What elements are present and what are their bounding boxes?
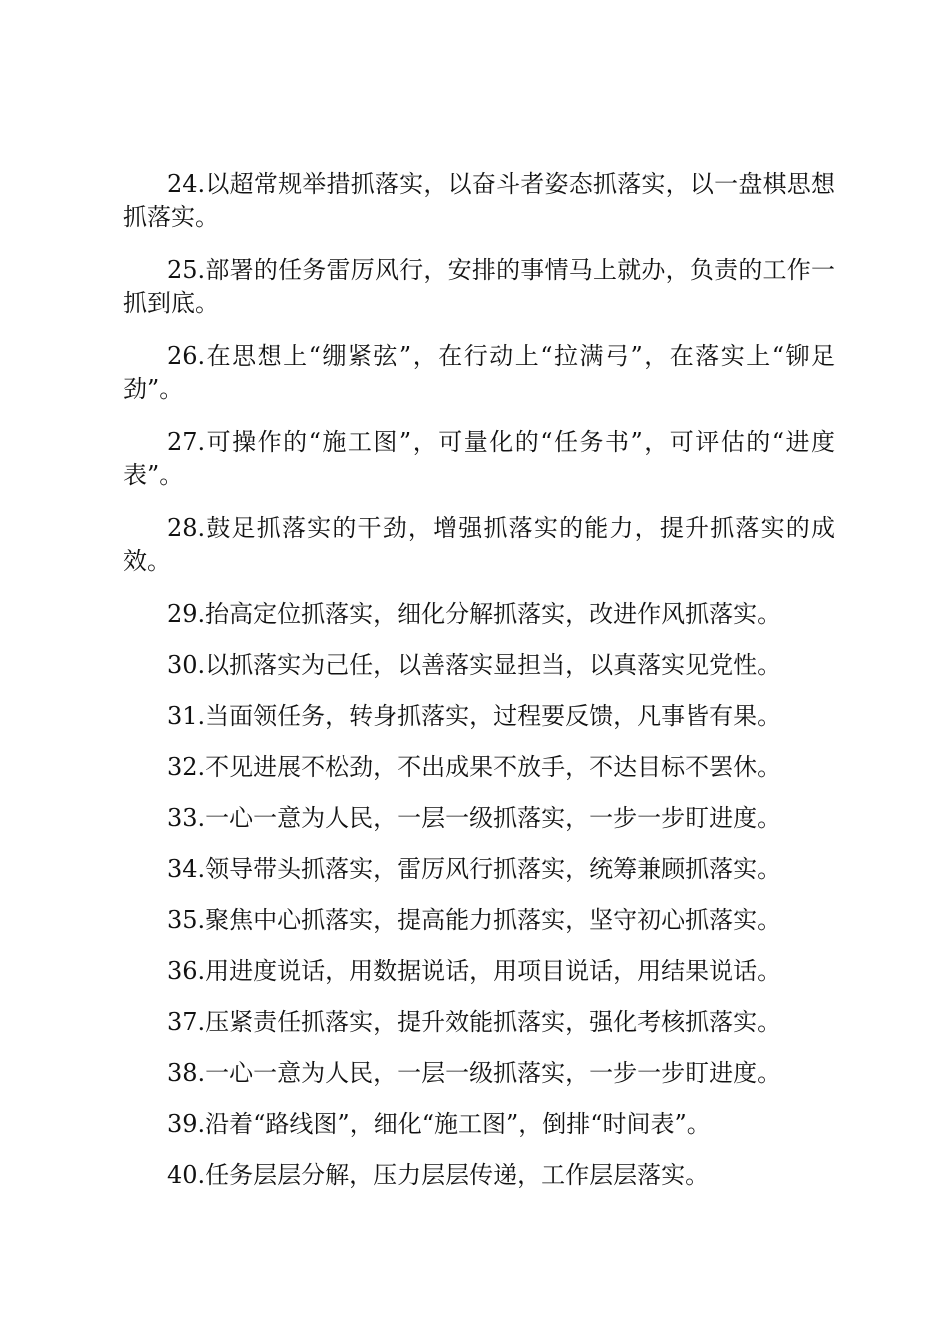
list-item-28: 28.鼓足抓落实的干劲，增强抓落实的能力，提升抓落实的成效。 (123, 514, 835, 575)
list-item-33: 33.一心一意为人民，一层一级抓落实，一步一步盯进度。 (167, 804, 782, 832)
list-item-26: 26.在思想上“绷紧弦”，在行动上“拉满弓”，在落实上“铆足劲”。 (123, 342, 835, 403)
list-item-39: 39.沿着“路线图”，细化“施工图”，倒排“时间表”。 (167, 1110, 711, 1138)
list-item-34: 34.领导带头抓落实，雷厉风行抓落实，统筹兼顾抓落实。 (167, 855, 782, 883)
list-item-37: 37.压紧责任抓落实，提升效能抓落实，强化考核抓落实。 (167, 1008, 782, 1036)
list-item-25: 25.部署的任务雷厉风行，安排的事情马上就办，负责的工作一抓到底。 (123, 256, 835, 317)
list-item-36: 36.用进度说话，用数据说话，用项目说话，用结果说话。 (167, 957, 782, 985)
list-item-24: 24.以超常规举措抓落实，以奋斗者姿态抓落实，以一盘棋思想抓落实。 (123, 170, 835, 231)
list-item-35: 35.聚焦中心抓落实，提高能力抓落实，坚守初心抓落实。 (167, 906, 782, 934)
list-item-32: 32.不见进展不松劲，不出成果不放手，不达目标不罢休。 (167, 753, 782, 781)
list-item-27: 27.可操作的“施工图”，可量化的“任务书”，可评估的“进度表”。 (123, 428, 835, 489)
list-item-30: 30.以抓落实为己任，以善落实显担当，以真落实见党性。 (167, 651, 782, 679)
list-item-40: 40.任务层层分解，压力层层传递，工作层层落实。 (167, 1161, 710, 1189)
list-item-31: 31.当面领任务，转身抓落实，过程要反馈，凡事皆有果。 (167, 702, 782, 730)
list-item-38: 38.一心一意为人民，一层一级抓落实，一步一步盯进度。 (167, 1059, 782, 1087)
list-item-29: 29.抬高定位抓落实，细化分解抓落实，改进作风抓落实。 (167, 600, 782, 628)
document-body (123, 168, 835, 1210)
